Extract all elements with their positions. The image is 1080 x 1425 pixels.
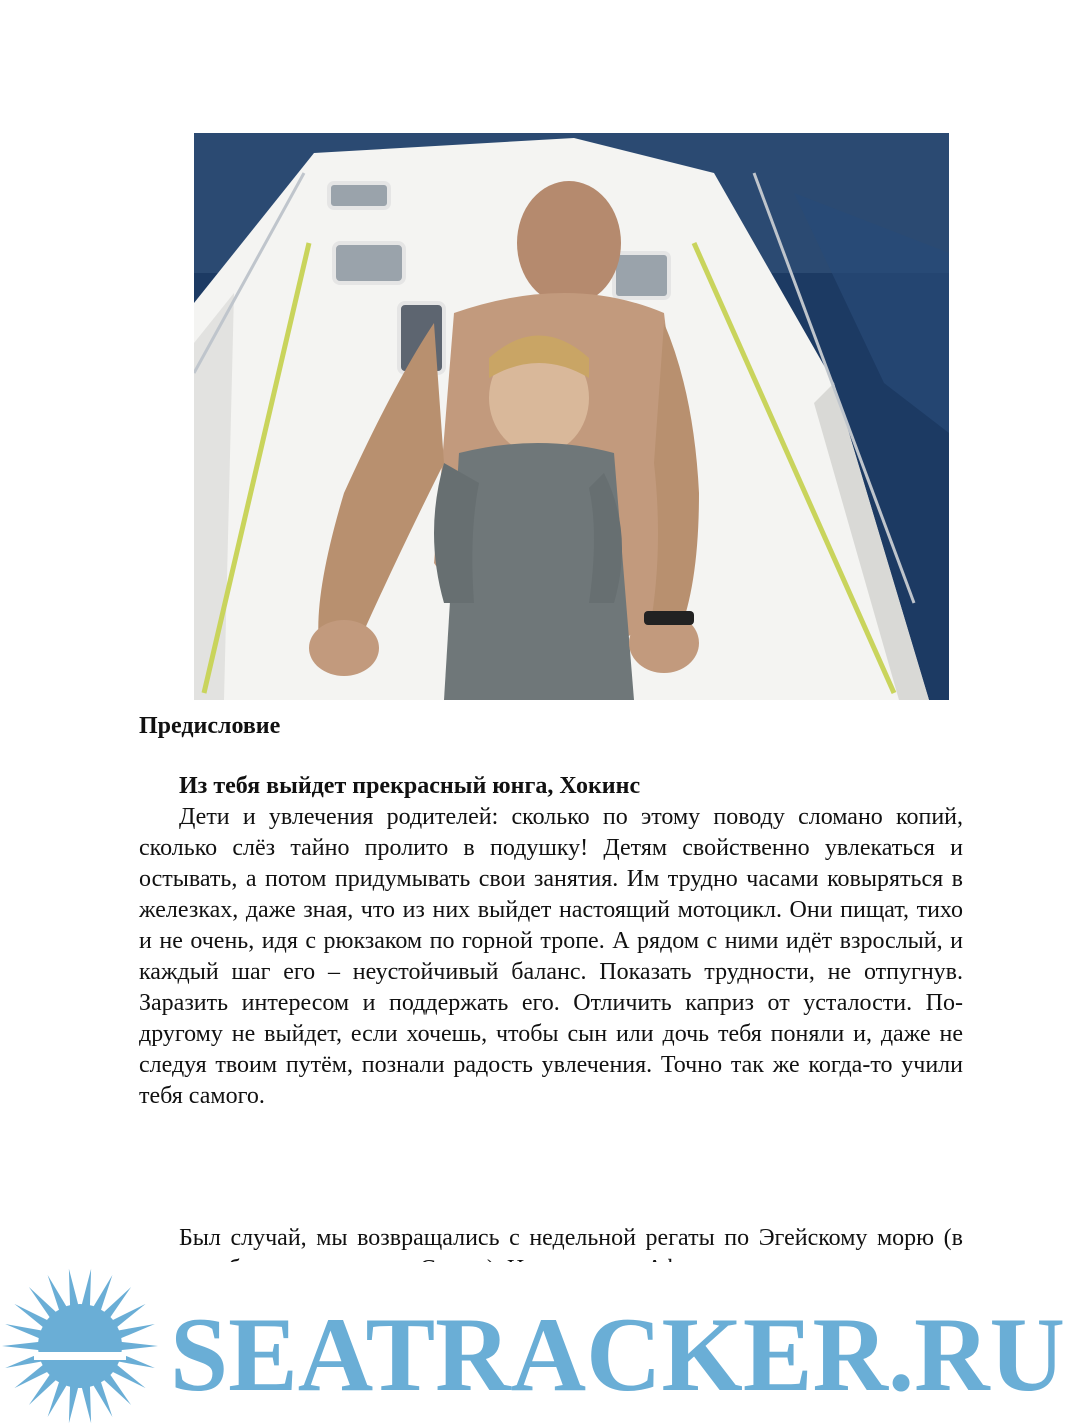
sun-ray — [81, 1385, 91, 1423]
yacht-photo-illustration — [194, 133, 949, 700]
watermark-banner — [0, 1262, 1080, 1425]
sun-ray — [5, 1324, 43, 1339]
photo — [194, 133, 949, 700]
chapter-subtitle: Из тебя выйдет прекрасный юнга, Хокинс — [179, 773, 641, 799]
sun-ray — [117, 1324, 155, 1339]
watermark-text: SEATRACKER.RU — [170, 1296, 1065, 1413]
paragraph-1: Дети и увлечения родителей: сколько по этому поводу сломано копий, сколько слёз тайно пролито в подушку! Детям свойственно увлекаться и остывать, а потом придумывать свои занятия. Им трудно часами ковыряться в железках, даже зная, что из них выйдет настоящий мотоцикл. Они пищат, тихо и не очень, идя с рюкзаком по горной тропе. А рядом с ними идёт взрослый, и каждый шаг его – неустойчивый баланс. Показать трудности, не отпугнув. Заразить интересом и поддержать его. Отличить каприз от усталости. По-другому не выйдет, если хочешь, чтобы сын или дочь тебя поняли и, даже не следуя твоим путём, познали радость увлечения. Точно так же когда-то учили тебя самого. — [139, 804, 963, 1109]
watermark-logo — [0, 1262, 1080, 1425]
sun-ray — [120, 1342, 158, 1351]
sun-ray — [93, 1380, 113, 1417]
sun-icon — [2, 1269, 158, 1423]
section-heading: Предисловие — [139, 713, 281, 739]
sun-ray — [48, 1380, 68, 1417]
sun-ray — [48, 1275, 68, 1312]
sun-ray — [93, 1275, 113, 1312]
paragraph-2: Был случай, мы возвращались с недельной регаты по Эгейскому морю (в — [179, 1225, 963, 1251]
sun-ray — [2, 1342, 40, 1351]
sun-ray — [69, 1269, 79, 1307]
sun-ray — [69, 1385, 79, 1423]
preface-text — [139, 771, 963, 1112]
sun-ray — [81, 1269, 91, 1307]
